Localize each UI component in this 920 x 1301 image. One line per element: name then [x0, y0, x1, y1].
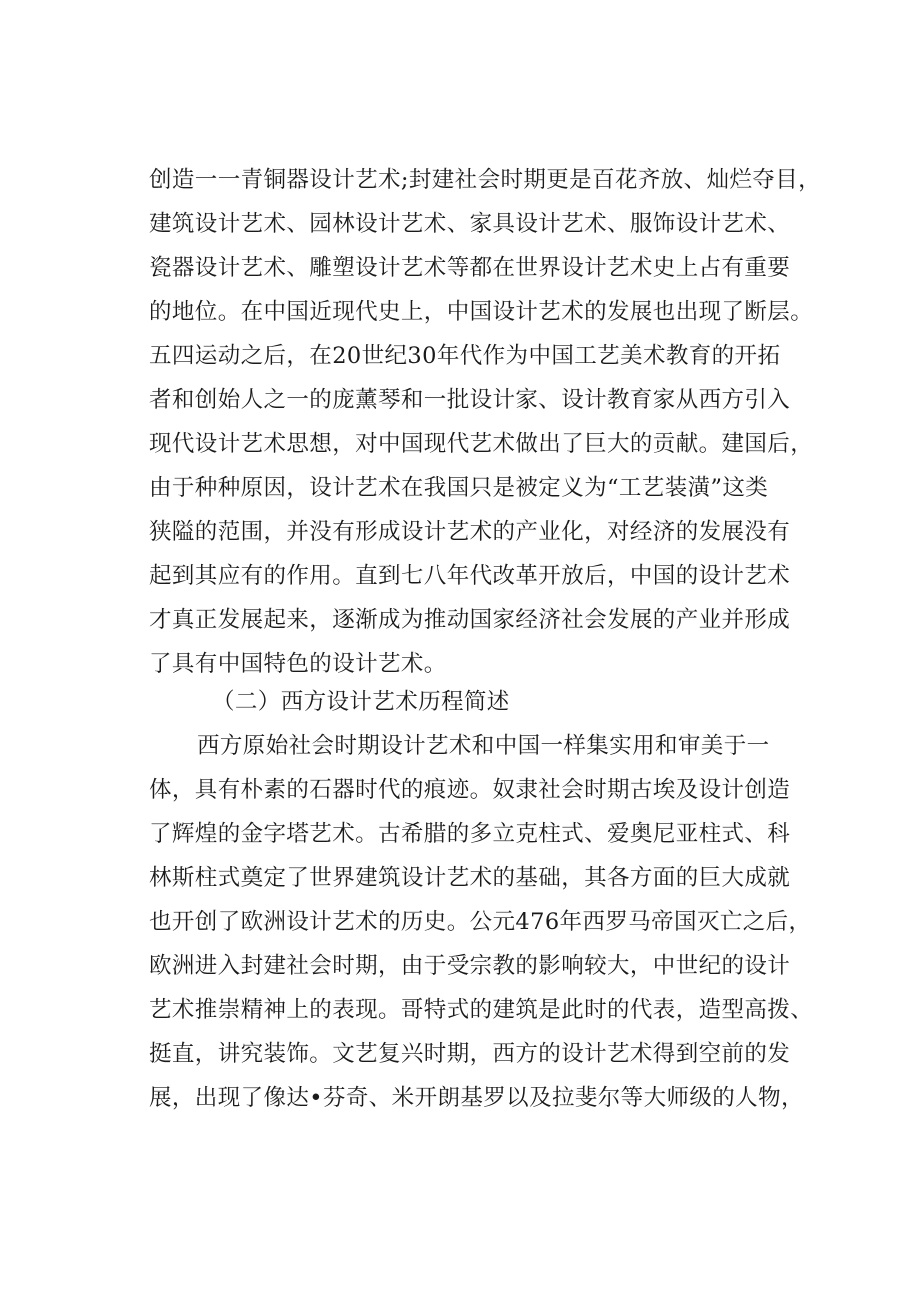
paragraph-line: 的地位。在中国近现代史上，中国设计艺术的发展也出现了断层。: [149, 299, 814, 325]
paragraph-line: 艺术推崇精神上的表现。哥特式的建筑是此时的代表，造型高拨、: [149, 997, 814, 1023]
paragraph-line: 西方原始社会时期设计艺术和中国一样集实用和审美于一: [197, 733, 770, 759]
paragraph-line: 瓷器设计艺术、雕塑设计艺术等都在世界设计艺术史上占有重要: [149, 255, 791, 281]
paragraph-line: 者和创始人之一的庞薰琴和一批设计家、设计教育家从西方引入: [149, 387, 791, 413]
paragraph-line: 欧洲进入封建社会时期，由于受宗教的影响较大，中世纪的设计: [149, 953, 791, 979]
paragraph-line: 现代设计艺术思想，对中国现代艺术做出了巨大的贡献。建国后，: [149, 431, 814, 457]
paragraph-line: 了辉煌的金字塔艺术。古希腊的多立克柱式、爱奥尼亚柱式、科: [149, 821, 791, 847]
paragraph-line: 才真正发展起来，逐渐成为推动国家经济社会发展的产业并形成: [149, 607, 791, 633]
paragraph-line: 起到其应有的作用。直到七八年代改革开放后，中国的设计艺术: [149, 563, 791, 589]
paragraph-line: 建筑设计艺术、园林设计艺术、家具设计艺术、服饰设计艺术、: [149, 211, 791, 237]
section-heading: （二）西方设计艺术历程简述: [212, 689, 510, 715]
paragraph-line: 了具有中国特色的设计艺术。: [149, 651, 447, 677]
paragraph-line: 挺直，讲究装饰。文艺复兴时期，西方的设计艺术得到空前的发: [149, 1041, 791, 1067]
paragraph-line: 林斯柱式奠定了世界建筑设计艺术的基础，其各方面的巨大成就: [149, 865, 791, 891]
paragraph-line: 由于种种原因，设计艺术在我国只是被定义为“工艺装潢”这类: [149, 475, 769, 501]
paragraph-line: 五四运动之后，在20世纪30年代作为中国工艺美术教育的开拓: [149, 343, 781, 369]
paragraph-line: 也开创了欧洲设计艺术的历史。公元476年西罗马帝国灭亡之后，: [149, 909, 812, 935]
paragraph-line: 展，出现了像达•芬奇、米开朗基罗以及拉斐尔等大师级的人物，: [149, 1085, 804, 1111]
paragraph-line: 体，具有朴素的石器时代的痕迹。奴隶社会时期古埃及设计创造: [149, 777, 791, 803]
paragraph-line: 狭隘的范围，并没有形成设计艺术的产业化，对经济的发展没有: [149, 519, 791, 545]
paragraph-line: 创造一一青铜器设计艺术;封建社会时期更是百花齐放、灿烂夺目，: [149, 167, 822, 193]
